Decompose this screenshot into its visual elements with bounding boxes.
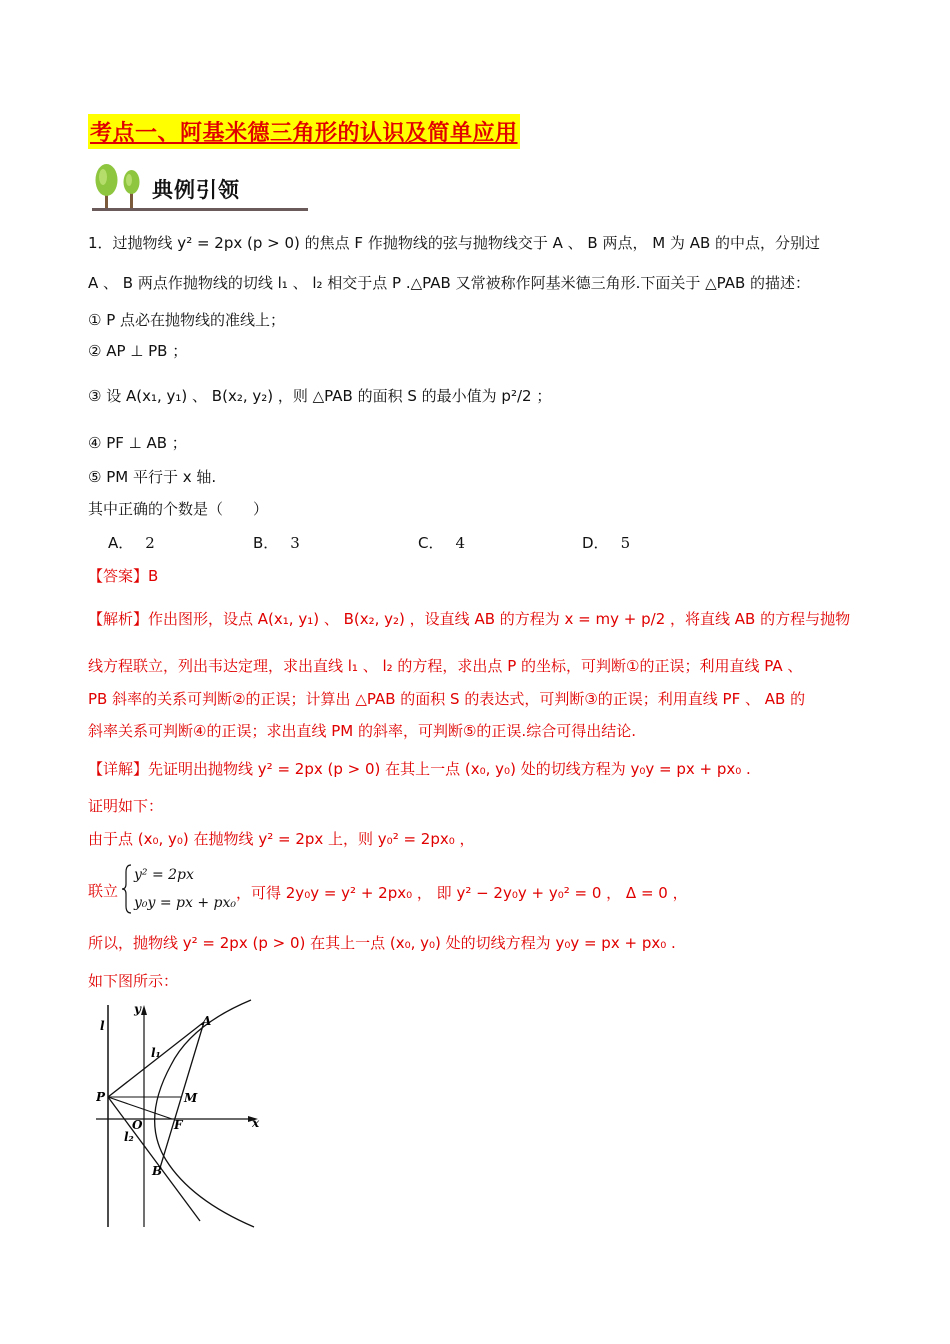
- option-b-value: 3: [290, 534, 300, 552]
- detail-line-4-rest: ，可得 2y₀y = y² + 2px₀ ， 即 y² − 2y₀y + y₀² = 0 ， Δ = 0 ，: [236, 884, 688, 902]
- label-l1: l₁: [151, 1046, 161, 1060]
- detail-line-3: 由于点 (x₀, y₀) 在抛物线 y² = 2px 上，则 y₀² = 2px₀ ，: [88, 830, 475, 848]
- tangent-l2: [108, 1097, 200, 1221]
- example-banner: [88, 160, 270, 214]
- question-line-2: A 、 B 两点作抛物线的切线 l₁ 、 l₂ 相交于点 P .△PAB 又常被称作阿基米德三角形.下面关于 △PAB 的描述：: [88, 274, 811, 292]
- detail-tag: 【详解】: [88, 760, 149, 778]
- statement-3: ③ 设 A(x₁, y₁) 、 B(x₂, y₂) ，则 △PAB 的面积 S 的最小值为 p²/2 ；: [88, 387, 552, 405]
- figure-svg: [96, 995, 266, 1230]
- analysis-text-1: 作出图形，设点 A(x₁, y₁) 、 B(x₂, y₂) ，设直线 AB 的方程为 x = my + p/2 ，将直线 AB 的方程与抛物: [148, 610, 851, 628]
- label-m: M: [184, 1091, 198, 1105]
- parabola-figure: [96, 995, 266, 1230]
- question-prompt: 其中正确的个数是（ ）: [88, 500, 269, 518]
- system-brace: [122, 864, 132, 914]
- statement-2: ② AP ⊥ PB ；: [88, 342, 188, 360]
- option-d-value: 5: [620, 534, 631, 552]
- question-line-1: 1．过抛物线 y² = 2px (p > 0) 的焦点 F 作抛物线的弦与抛物线交于 A 、 B 两点， M 为 AB 的中点，分别过: [88, 234, 821, 252]
- analysis-line-2: 线方程联立，列出韦达定理，求出直线 l₁ 、 l₂ 的方程，求出点 P 的坐标，可判断①的正误；利用直线 PA 、: [88, 657, 803, 675]
- statement-4: ④ PF ⊥ AB ；: [88, 434, 187, 452]
- detail-line-5: 所以，抛物线 y² = 2px (p > 0) 在其上一点 (x₀, y₀) 处的切线方程为 y₀y = px + px₀ .: [88, 934, 676, 952]
- option-a-label: A．: [108, 534, 134, 552]
- system-bottom: y₀y = px + px₀: [134, 895, 237, 911]
- analysis-line-3: PB 斜率的关系可判断②的正误；计算出 △PAB 的面积 S 的表达式，可判断③的正误；利用直线 PF 、 AB 的: [88, 690, 806, 708]
- analysis-line-1: [88, 608, 850, 630]
- label-p: P: [96, 1090, 106, 1104]
- detail-line-6: 如下图所示：: [88, 972, 179, 990]
- option-b-label: B．: [253, 534, 279, 552]
- detail-line-2: 证明如下：: [88, 797, 164, 815]
- y-axis-arrow: [141, 1005, 147, 1015]
- chord-ab: [160, 1022, 204, 1168]
- option-d[interactable]: [582, 532, 630, 553]
- banner-underline: [128, 208, 308, 211]
- section-title: 考点一、阿基米德三角形的认识及简单应用: [88, 114, 520, 149]
- answer-value: B: [148, 567, 159, 585]
- statement-5: ⑤ PM 平行于 x 轴.: [88, 468, 217, 486]
- system-top: y² = 2px: [134, 867, 194, 883]
- answer-line: [88, 565, 158, 587]
- answer-tag: 【答案】: [88, 567, 149, 585]
- analysis-tag: 【解析】: [88, 610, 149, 628]
- label-a: A: [202, 1014, 212, 1028]
- option-b[interactable]: [253, 532, 300, 553]
- label-f: F: [174, 1118, 183, 1132]
- segment-pf: [108, 1097, 172, 1119]
- label-x: x: [252, 1116, 260, 1130]
- detail-line-4-prefix: 联立: [88, 882, 119, 900]
- option-a-value: 2: [145, 534, 155, 552]
- option-a[interactable]: [108, 532, 155, 553]
- analysis-line-4: 斜率关系可判断④的正误；求出直线 PM 的斜率，可判断⑤的正误.综合可得出结论.: [88, 722, 636, 740]
- label-l2: l₂: [124, 1130, 134, 1144]
- label-y: y: [134, 1002, 141, 1016]
- label-l: l: [100, 1019, 105, 1033]
- option-c-value: 4: [455, 534, 466, 552]
- parabola-curve: [155, 1000, 254, 1227]
- option-c-label: C．: [418, 534, 444, 552]
- label-b: B: [152, 1164, 163, 1178]
- banner-label: 典例引领: [152, 178, 240, 202]
- option-c[interactable]: [418, 532, 465, 553]
- detail-text-1: 先证明出抛物线 y² = 2px (p > 0) 在其上一点 (x₀, y₀) 处的切线方程为 y₀y = px + px₀ .: [148, 760, 751, 778]
- label-o: O: [132, 1118, 143, 1132]
- statement-1: ① P 点必在抛物线的准线上；: [88, 311, 286, 329]
- option-d-label: D．: [582, 534, 609, 552]
- detail-line-1: [88, 758, 751, 780]
- tree-icon: [88, 160, 152, 214]
